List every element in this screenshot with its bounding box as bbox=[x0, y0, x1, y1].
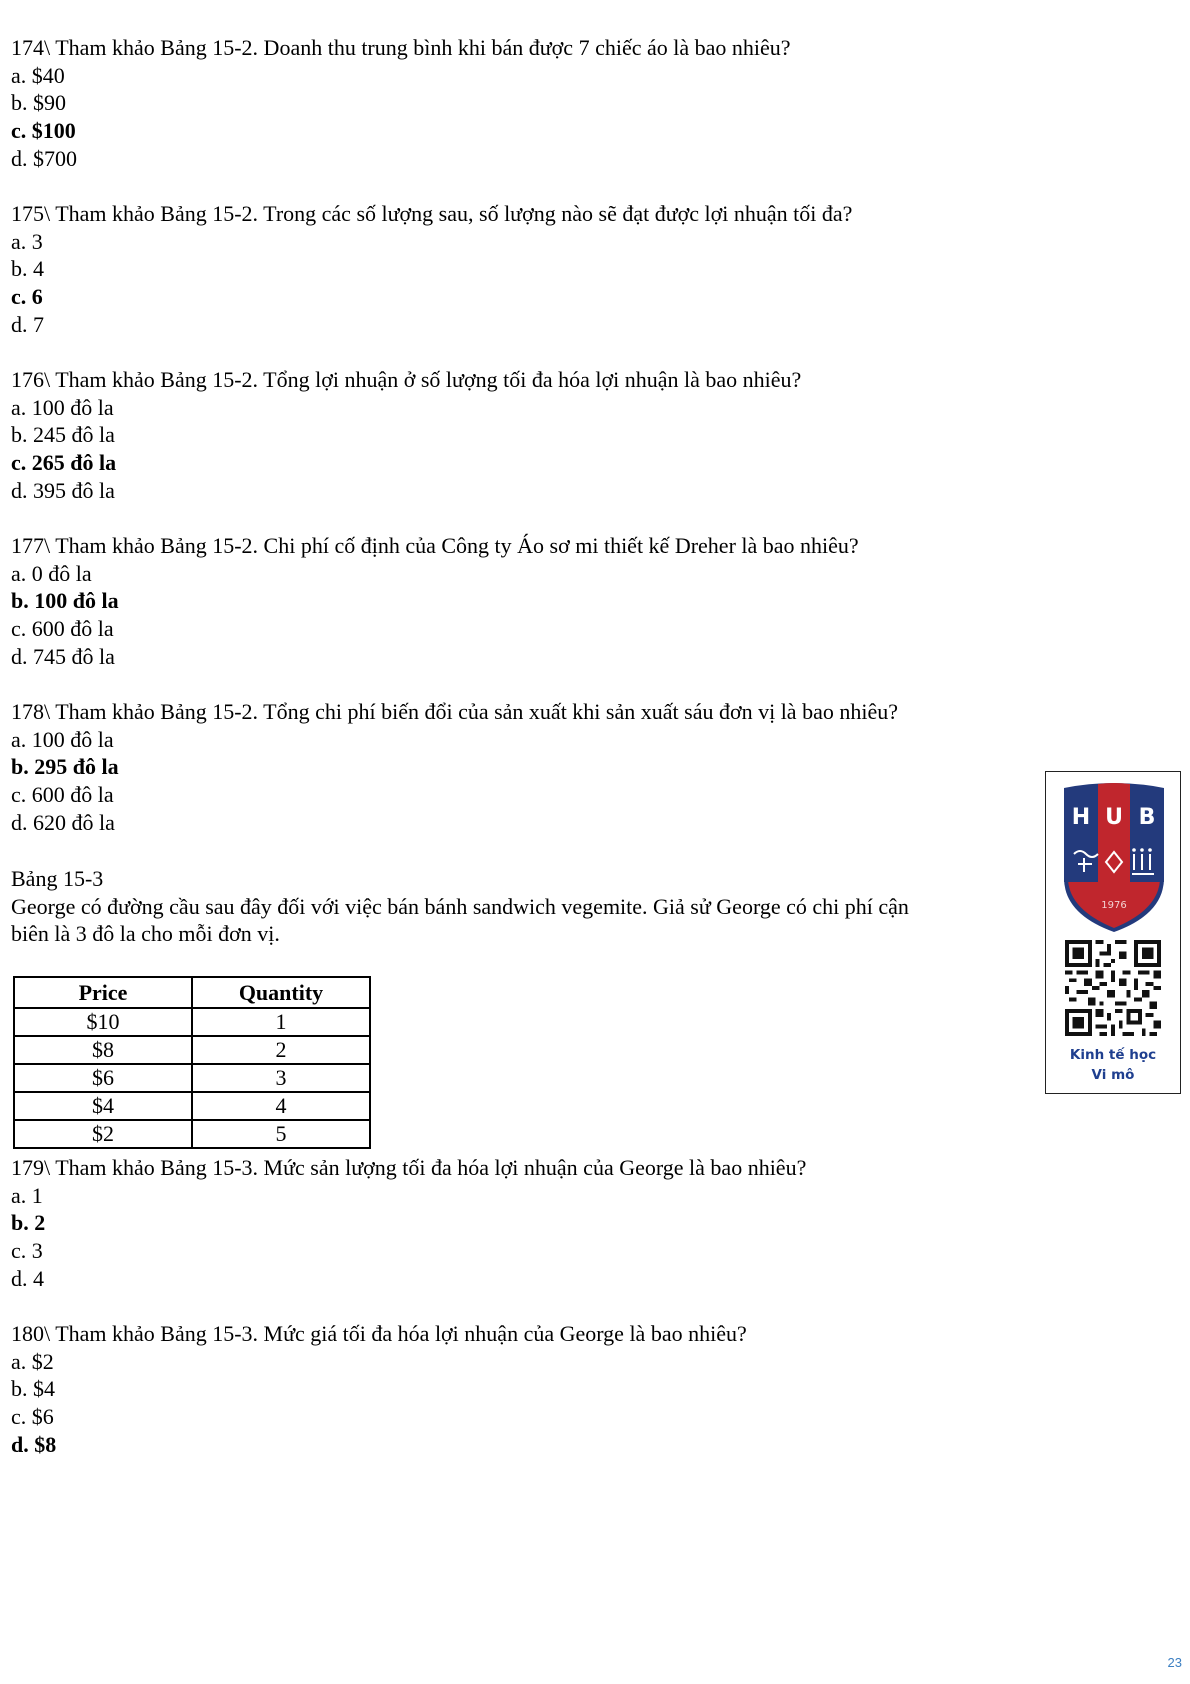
question-178 bbox=[11, 698, 1011, 836]
option-c: c. 600 đô la bbox=[11, 782, 114, 808]
question-stem: 180\ Tham khảo Bảng 15-3. Mức giá tối đa hóa lợi nhuận của George là bao nhiêu? bbox=[11, 1321, 747, 1346]
hub-badge bbox=[1045, 771, 1181, 1094]
question-stem: 176\ Tham khảo Bảng 15-2. Tổng lợi nhuận ở số lượng tối đa hóa lợi nhuận là bao nhiêu? bbox=[11, 367, 802, 392]
option-c: c. 600 đô la bbox=[11, 616, 114, 642]
price-cell: $4 bbox=[14, 1092, 192, 1120]
option-c-correct: c. $100 bbox=[11, 118, 76, 144]
founding-year: 1976 bbox=[1101, 900, 1127, 911]
question-177 bbox=[11, 532, 1011, 670]
section-title: Bảng 15-3 bbox=[11, 866, 104, 891]
option-b: b. 4 bbox=[11, 256, 44, 282]
option-b: b. $90 bbox=[11, 90, 66, 116]
table-row bbox=[14, 1092, 370, 1120]
option-b: b. $4 bbox=[11, 1376, 55, 1402]
option-a: a. 3 bbox=[11, 228, 43, 254]
price-cell: $8 bbox=[14, 1036, 192, 1064]
option-a: a. $40 bbox=[11, 62, 65, 88]
question-stem: 175\ Tham khảo Bảng 15-2. Trong các số lượng sau, số lượng nào sẽ đạt được lợi nhuận tối đa? bbox=[11, 201, 853, 226]
table-section-header bbox=[11, 865, 1011, 948]
quantity-cell: 3 bbox=[192, 1064, 370, 1092]
table-row bbox=[14, 1036, 370, 1064]
question-stem: 174\ Tham khảo Bảng 15-2. Doanh thu trung bình khi bán được 7 chiếc áo là bao nhiêu? bbox=[11, 35, 791, 60]
option-c-correct: c. 265 đô la bbox=[11, 450, 117, 476]
option-a: a. 1 bbox=[11, 1182, 43, 1208]
price-cell: $2 bbox=[14, 1120, 192, 1148]
table-row bbox=[14, 1120, 370, 1148]
option-d: d. 7 bbox=[11, 311, 44, 337]
option-d: d. 395 đô la bbox=[11, 477, 115, 503]
option-a: a. 100 đô la bbox=[11, 726, 114, 752]
price-cell: $10 bbox=[14, 1008, 192, 1036]
question-175 bbox=[11, 200, 1011, 338]
badge-caption-line2: Vi mô bbox=[1091, 1067, 1135, 1083]
option-c: c. $6 bbox=[11, 1404, 54, 1430]
section-description-line2: biên là 3 đô la cho mỗi đơn vị. bbox=[11, 921, 280, 947]
question-stem: 177\ Tham khảo Bảng 15-2. Chi phí cố định của Công ty Áo sơ mi thiết kế Dreher là bao nhiêu? bbox=[11, 533, 859, 558]
question-stem: 178\ Tham khảo Bảng 15-2. Tổng chi phí biến đổi của sản xuất khi sản xuất sáu đơn vị là bao nhiêu? bbox=[11, 699, 898, 724]
quantity-cell: 5 bbox=[192, 1120, 370, 1148]
option-b: b. 245 đô la bbox=[11, 422, 115, 448]
option-b-correct: b. 295 đô la bbox=[11, 754, 119, 780]
option-d: d. 745 đô la bbox=[11, 643, 115, 669]
question-180 bbox=[11, 1320, 1011, 1458]
option-a: a. $2 bbox=[11, 1348, 54, 1374]
option-b-correct: b. 100 đô la bbox=[11, 588, 119, 614]
quantity-cell: 1 bbox=[192, 1008, 370, 1036]
option-a: a. 0 đô la bbox=[11, 560, 92, 586]
option-d: d. $700 bbox=[11, 145, 77, 171]
hub-letter-b: B bbox=[1138, 805, 1156, 830]
option-d: d. 620 đô la bbox=[11, 809, 115, 835]
option-d: d. 4 bbox=[11, 1265, 44, 1291]
question-176 bbox=[11, 366, 1011, 504]
badge-caption-line1: Kinh tế học bbox=[1069, 1047, 1157, 1063]
table-row bbox=[14, 1064, 370, 1092]
hub-letter-u: U bbox=[1105, 805, 1123, 830]
qr-code-icon bbox=[1065, 940, 1161, 1036]
header-price: Price bbox=[14, 977, 192, 1008]
question-stem: 179\ Tham khảo Bảng 15-3. Mức sản lượng tối đa hóa lợi nhuận của George là bao nhiêu? bbox=[11, 1155, 807, 1180]
page-number: 23 bbox=[1167, 1655, 1182, 1670]
option-c: c. 3 bbox=[11, 1238, 43, 1264]
table-row bbox=[14, 1008, 370, 1036]
quantity-cell: 2 bbox=[192, 1036, 370, 1064]
section-description-line1: George có đường cầu sau đây đối với việc bán bánh sandwich vegemite. Giả sử George có chi phí cận bbox=[11, 893, 909, 919]
hub-letter-h: H bbox=[1071, 805, 1091, 830]
question-179 bbox=[11, 1154, 1011, 1292]
option-a: a. 100 đô la bbox=[11, 394, 114, 420]
option-b-correct: b. 2 bbox=[11, 1210, 46, 1236]
option-d-correct: d. $8 bbox=[11, 1431, 57, 1457]
question-174 bbox=[11, 34, 1011, 172]
price-cell: $6 bbox=[14, 1064, 192, 1092]
option-c-correct: c. 6 bbox=[11, 284, 43, 310]
hub-shield-logo bbox=[1062, 782, 1166, 934]
header-quantity: Quantity bbox=[192, 977, 370, 1008]
quantity-cell: 4 bbox=[192, 1092, 370, 1120]
demand-table bbox=[13, 976, 371, 1149]
table-header-row bbox=[14, 977, 370, 1008]
